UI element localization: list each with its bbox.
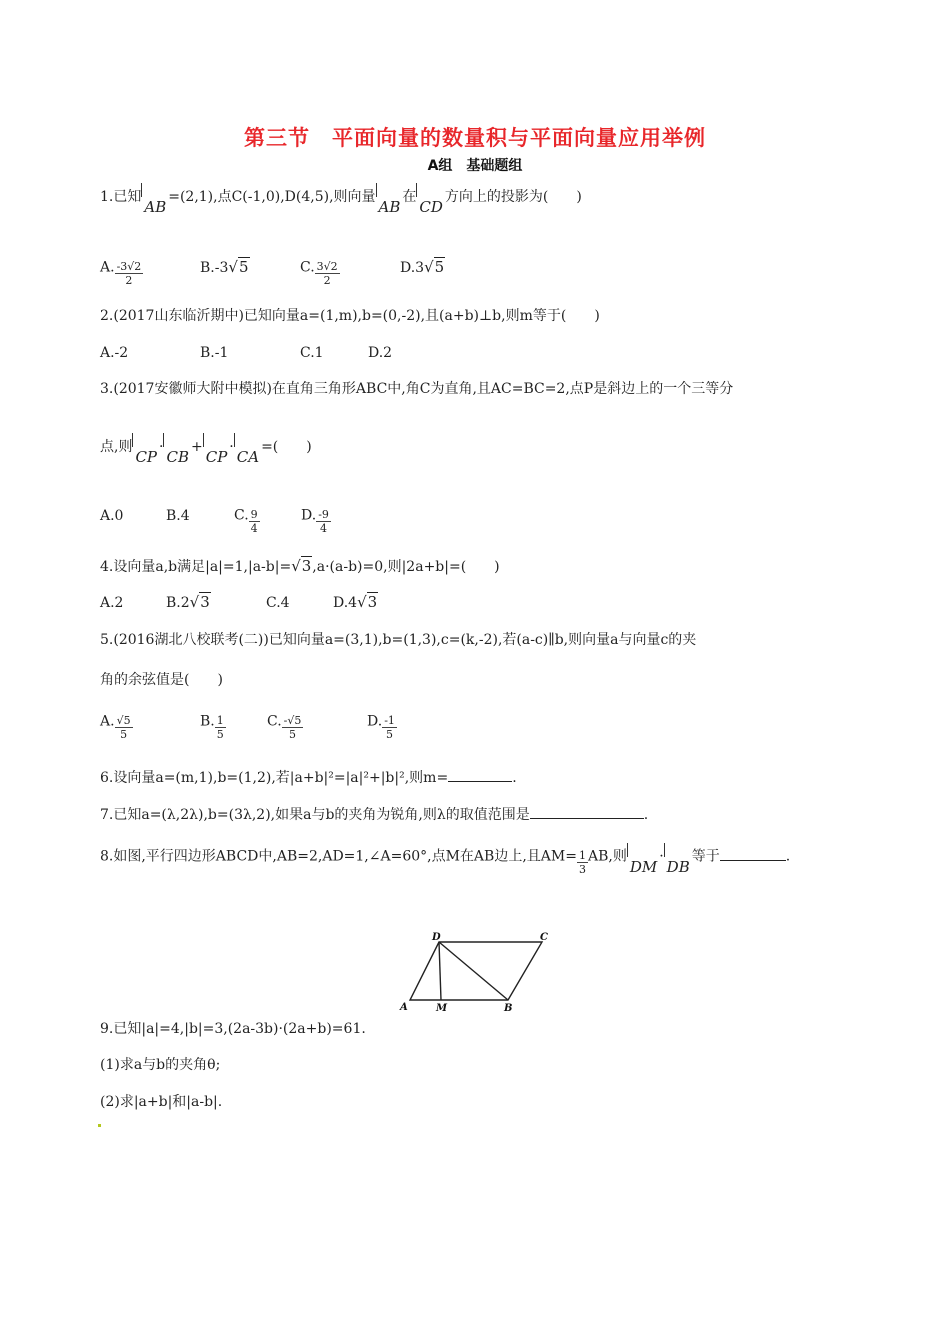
question-6 bbox=[100, 767, 517, 788]
option-prefix: D. bbox=[301, 507, 317, 524]
fraction bbox=[249, 508, 260, 535]
option-b[interactable] bbox=[166, 592, 266, 613]
plus-operator: + bbox=[190, 439, 203, 455]
radicand: 3 bbox=[200, 593, 210, 611]
vector-cp: CP bbox=[203, 447, 228, 467]
q1-text: 在 bbox=[402, 189, 417, 205]
numerator: -√5 bbox=[283, 714, 302, 727]
square-root: √3 bbox=[357, 593, 378, 611]
vector-dm: DM bbox=[627, 857, 657, 877]
decorative-mark bbox=[98, 1124, 101, 1127]
fraction bbox=[115, 714, 133, 741]
square-root: √3 bbox=[291, 557, 312, 575]
fraction bbox=[577, 849, 588, 876]
question-1 bbox=[100, 186, 582, 216]
group-name: 基础题组 bbox=[466, 158, 523, 174]
vector-ab: AB bbox=[376, 197, 401, 217]
q4-text: ,a·(a-b)=0,则|2a+b|=( ) bbox=[312, 559, 500, 575]
denominator: 5 bbox=[289, 728, 297, 741]
vector-db: DB bbox=[664, 857, 690, 877]
option-d[interactable]: D.2 bbox=[368, 345, 393, 361]
question-2: 2.(2017山东临沂期中)已知向量a=(1,m),b=(0,-2),且(a+b)⊥b,则m等于( ) bbox=[100, 308, 600, 324]
radicand: 3 bbox=[301, 557, 312, 575]
fraction bbox=[315, 260, 340, 287]
q8-text: AB,则 bbox=[587, 848, 627, 865]
question-4 bbox=[100, 556, 500, 577]
denominator: 3 bbox=[578, 863, 586, 876]
square-root: √3 bbox=[189, 593, 210, 611]
option-b[interactable] bbox=[200, 257, 300, 278]
square-root: √5 bbox=[424, 257, 445, 276]
q8-text: . bbox=[785, 848, 791, 865]
fraction bbox=[382, 714, 397, 741]
radicand: 3 bbox=[367, 593, 378, 611]
option-prefix: D.4 bbox=[333, 595, 358, 611]
denominator: 5 bbox=[216, 728, 224, 741]
option-a[interactable] bbox=[100, 708, 200, 741]
vector-ca: CA bbox=[234, 447, 259, 467]
answer-blank[interactable] bbox=[530, 804, 644, 819]
option-b[interactable]: B.4 bbox=[166, 507, 190, 524]
denominator: 2 bbox=[125, 274, 133, 287]
q7-text: . bbox=[643, 807, 649, 823]
segment-db bbox=[439, 942, 508, 1000]
option-a[interactable] bbox=[100, 254, 200, 287]
option-prefix: D. bbox=[367, 713, 383, 730]
dot-operator: · bbox=[159, 439, 164, 455]
radicand: 5 bbox=[238, 257, 249, 276]
option-d[interactable] bbox=[333, 592, 378, 613]
parallelogram-diagram bbox=[398, 932, 558, 1016]
option-a[interactable]: A.-2 bbox=[100, 345, 129, 361]
question-9: 9.已知|a|=4,|b|=3,(2a-3b)·(2a+b)=61. bbox=[100, 1021, 366, 1037]
option-d[interactable] bbox=[367, 708, 397, 741]
denominator: 2 bbox=[323, 274, 331, 287]
option-a[interactable]: A.0 bbox=[100, 507, 124, 524]
point-label-m: M bbox=[436, 1003, 448, 1014]
option-c[interactable] bbox=[234, 502, 301, 535]
option-prefix: A. bbox=[100, 259, 115, 276]
q8-text: 等于 bbox=[691, 848, 720, 865]
option-prefix: C. bbox=[234, 507, 249, 524]
vector-cp: CP bbox=[132, 447, 157, 467]
option-d[interactable] bbox=[400, 257, 445, 278]
question-3-options bbox=[100, 502, 331, 535]
denominator: 5 bbox=[120, 728, 128, 741]
question-3: 3.(2017安徽师大附中模拟)在直角三角形ABC中,角C为直角,且AC=BC=2,点P是斜边上的一个三等分 bbox=[100, 381, 734, 397]
group-label: A组 bbox=[427, 158, 453, 174]
q1-text: 方向上的投影为( ) bbox=[444, 189, 582, 205]
q6-text: . bbox=[512, 770, 517, 786]
fraction bbox=[282, 714, 304, 741]
option-prefix: C. bbox=[300, 259, 315, 276]
vertex-label-b: B bbox=[504, 1003, 513, 1014]
vector-ab: AB bbox=[141, 197, 166, 217]
question-2-options bbox=[100, 343, 392, 363]
title-topic: 平面向量的数量积与平面向量应用举例 bbox=[332, 126, 706, 150]
q4-text: 4.设向量a,b满足|a|=1,|a-b|= bbox=[100, 559, 292, 575]
option-b[interactable]: B.-1 bbox=[200, 345, 229, 361]
square-root: √5 bbox=[228, 257, 249, 276]
dot-operator: · bbox=[659, 848, 664, 865]
q6-text: 6.设向量a=(m,1),b=(1,2),若|a+b|²=|a|²+|b|²,则m= bbox=[100, 770, 449, 786]
denominator: 4 bbox=[250, 522, 258, 535]
fraction bbox=[316, 508, 331, 535]
question-9-part-2: (2)求|a+b|和|a-b|. bbox=[100, 1094, 223, 1110]
question-8 bbox=[100, 843, 791, 876]
section-title bbox=[0, 122, 950, 152]
radicand: 5 bbox=[434, 257, 445, 276]
vertex-label-d: D bbox=[432, 932, 441, 943]
parallelogram-abcd bbox=[410, 942, 542, 1000]
option-prefix: B.-3 bbox=[200, 259, 229, 276]
numerator: √5 bbox=[116, 714, 131, 727]
vector-cd: CD bbox=[416, 197, 443, 217]
q8-text: 8.如图,平行四边形ABCD中,AB=2,AD=1,∠A=60°,点M在AB边上,且AM= bbox=[100, 848, 577, 865]
fraction bbox=[115, 260, 144, 287]
question-9-part-1: (1)求a与b的夹角θ; bbox=[100, 1057, 221, 1073]
question-4-options bbox=[100, 592, 378, 613]
numerator: 1 bbox=[578, 849, 586, 862]
vector-cb: CB bbox=[163, 447, 189, 467]
option-prefix: C. bbox=[267, 713, 282, 730]
option-c[interactable]: C.4 bbox=[266, 595, 290, 611]
question-5-continued: 角的余弦值是( ) bbox=[100, 672, 223, 688]
question-5: 5.(2016湖北八校联考(二))已知向量a=(3,1),b=(1,3),c=(k,-2),若(a-c)∥b,则向量a与向量c的夹 bbox=[100, 632, 697, 648]
answer-blank[interactable] bbox=[720, 846, 786, 861]
numerator: 9 bbox=[250, 508, 258, 521]
q3-text: 点,则 bbox=[100, 439, 133, 455]
numerator: -9 bbox=[318, 508, 329, 521]
fraction bbox=[215, 714, 226, 741]
option-prefix: B.2 bbox=[166, 595, 190, 611]
numerator: -3√2 bbox=[116, 260, 142, 273]
q1-text: =(2,1),点C(-1,0),D(4,5),则向量 bbox=[168, 189, 376, 205]
dot-operator: · bbox=[229, 439, 234, 455]
group-title bbox=[0, 155, 950, 175]
q1-text: 1.已知 bbox=[100, 189, 142, 205]
denominator: 5 bbox=[386, 728, 394, 741]
segment-dm bbox=[439, 942, 441, 1000]
denominator: 4 bbox=[320, 522, 328, 535]
question-7 bbox=[100, 804, 648, 825]
q3-text: =( ) bbox=[261, 439, 312, 455]
option-prefix: B. bbox=[200, 713, 215, 730]
question-3-continued bbox=[100, 436, 312, 466]
option-a[interactable]: A.2 bbox=[100, 595, 124, 611]
title-section-number: 第三节 bbox=[244, 126, 310, 150]
option-c[interactable] bbox=[300, 254, 400, 287]
option-b[interactable] bbox=[200, 708, 267, 741]
option-prefix: A. bbox=[100, 713, 115, 730]
vertex-label-c: C bbox=[540, 932, 548, 943]
option-c[interactable]: C.1 bbox=[300, 345, 324, 361]
q7-text: 7.已知a=(λ,2λ),b=(3λ,2),如果a与b的夹角为锐角,则λ的取值范围是 bbox=[100, 807, 530, 823]
question-5-options bbox=[100, 708, 397, 741]
option-prefix: D.3 bbox=[400, 259, 425, 276]
numerator: 1 bbox=[216, 714, 224, 727]
numerator: -1 bbox=[384, 714, 395, 727]
vertex-label-a: A bbox=[400, 1002, 408, 1013]
option-c[interactable] bbox=[267, 708, 367, 741]
answer-blank[interactable] bbox=[448, 767, 512, 782]
numerator: 3√2 bbox=[316, 260, 338, 273]
question-1-options bbox=[100, 254, 445, 287]
option-d[interactable] bbox=[301, 502, 331, 535]
